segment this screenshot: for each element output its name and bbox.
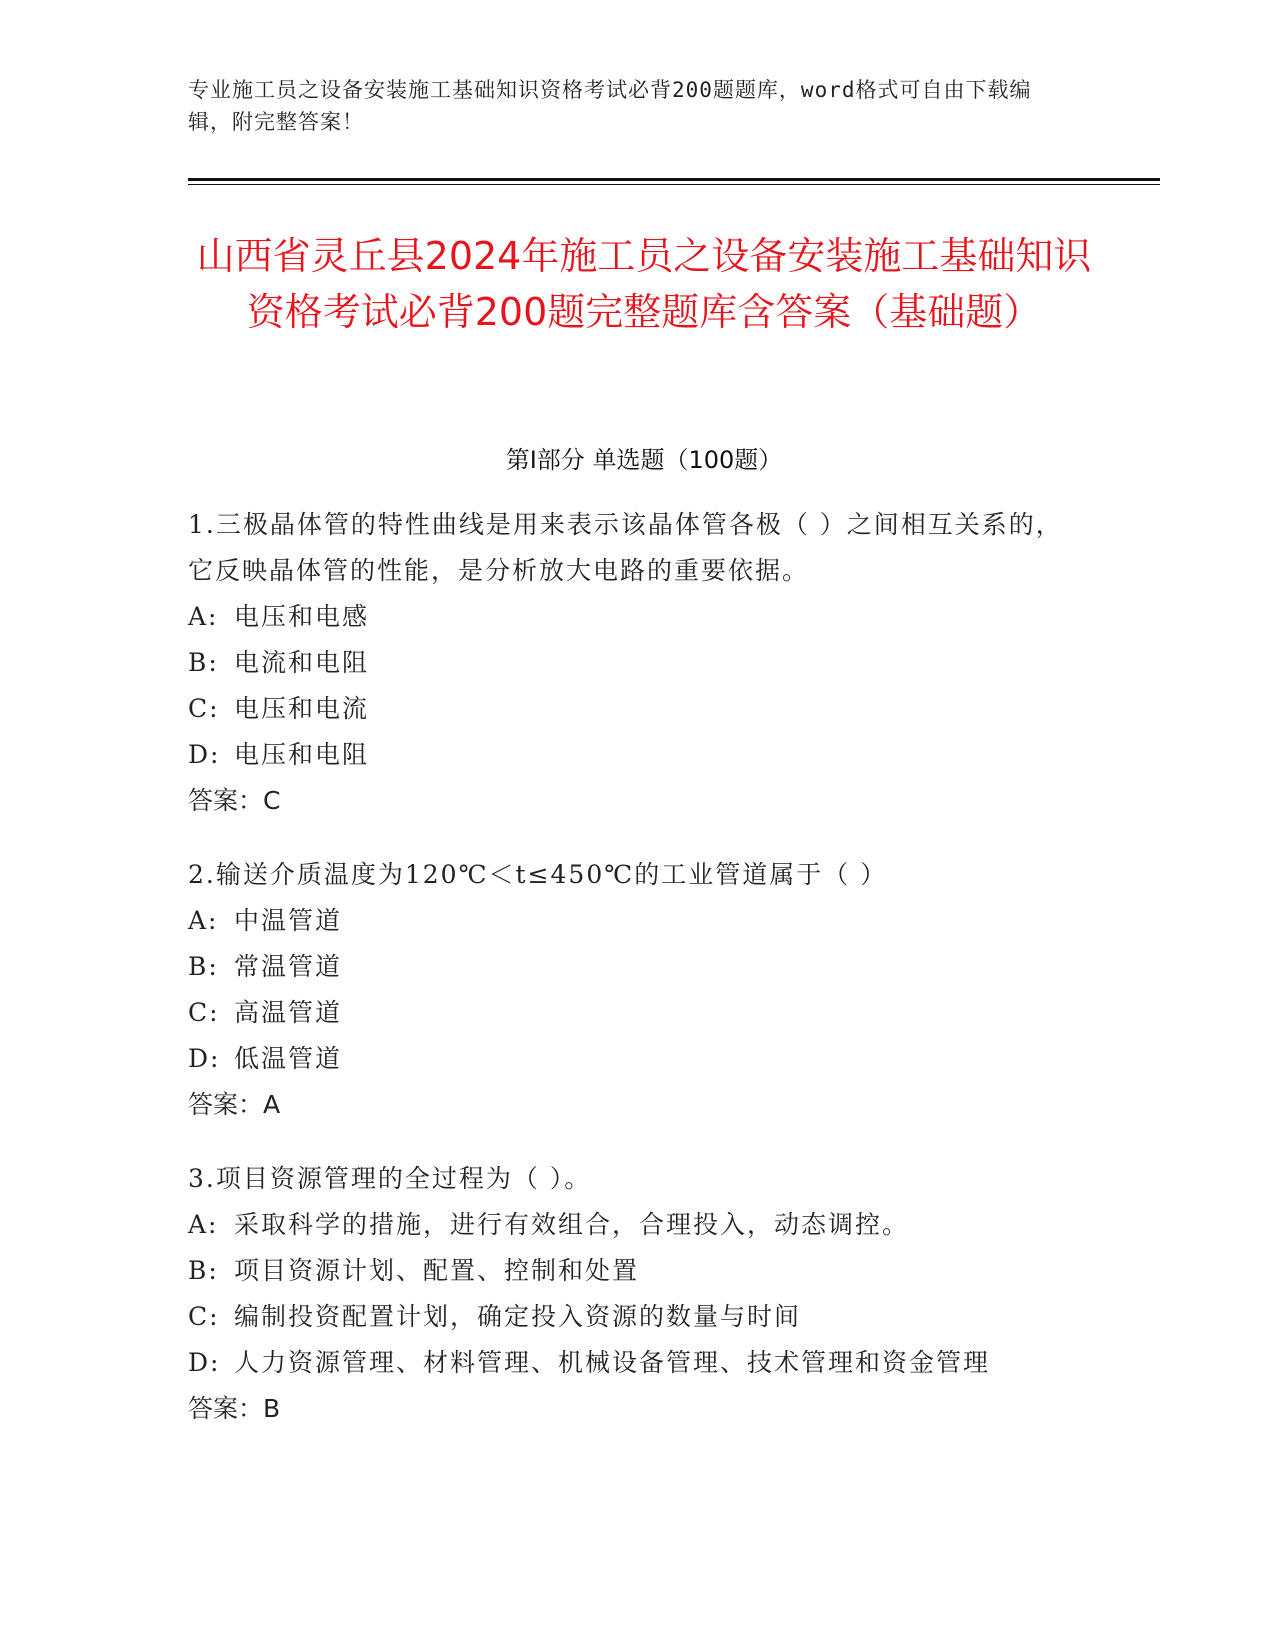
option-text: 低温管道 [234, 1044, 343, 1073]
option-c [188, 1294, 1088, 1340]
option-text: 电压和电流 [234, 694, 370, 723]
option-b [188, 944, 1088, 990]
option-key: B: [188, 648, 219, 677]
question-text: 2.输送介质温度为120℃＜t≤450℃的工业管道属于（ ） [188, 860, 888, 889]
option-text: 电压和电阻 [234, 740, 370, 769]
option-key: B: [188, 952, 219, 981]
question-text: 3.项目资源管理的全过程为（ ）。 [188, 1164, 592, 1193]
option-c [188, 990, 1088, 1036]
answer-line [188, 1082, 1088, 1128]
answer-label: 答案： [188, 1394, 264, 1423]
option-c [188, 686, 1088, 732]
option-text: 人力资源管理、材料管理、机械设备管理、技术管理和资金管理 [234, 1348, 991, 1377]
question-3 [188, 1156, 1088, 1432]
question-2 [188, 852, 1088, 1128]
option-d [188, 1340, 1088, 1386]
answer-value: C [263, 786, 281, 815]
option-text: 电流和电阻 [234, 648, 370, 677]
section-title: 第I部分 单选题（100题） [505, 446, 783, 474]
option-d [188, 732, 1088, 778]
document-title: 山西省灵丘县2024年施工员之设备安装施工基础知识资格考试必背200题完整题库含答案（基础题） [196, 234, 1092, 334]
answer-label: 答案： [188, 786, 264, 815]
answer-line [188, 778, 1088, 824]
option-text: 项目资源计划、配置、控制和处置 [234, 1256, 640, 1285]
option-a [188, 898, 1088, 944]
option-a [188, 1202, 1088, 1248]
answer-value: A [263, 1090, 281, 1119]
option-key: C: [188, 1302, 220, 1331]
option-key: A: [188, 1210, 219, 1239]
option-d [188, 1036, 1088, 1082]
header-divider-thin [188, 184, 1160, 185]
option-key: C: [188, 998, 220, 1027]
header-divider-thick [188, 178, 1160, 181]
option-b [188, 1248, 1088, 1294]
question-1 [188, 502, 1088, 824]
option-key: A: [188, 602, 219, 631]
option-text: 中温管道 [234, 906, 343, 935]
answer-value: B [263, 1394, 281, 1423]
answer-line [188, 1386, 1088, 1432]
option-key: D: [188, 1348, 221, 1377]
option-key: A: [188, 906, 219, 935]
option-a [188, 594, 1088, 640]
option-text: 电压和电感 [234, 602, 370, 631]
question-text: 1.三极晶体管的特性曲线是用来表示该晶体管各极（ ）之间相互关系的，它反映晶体管的性能，是分析放大电路的重要依据。 [188, 510, 1063, 585]
option-key: D: [188, 740, 221, 769]
option-key: C: [188, 694, 220, 723]
option-text: 高温管道 [234, 998, 343, 1027]
option-text: 采取科学的措施，进行有效组合，合理投入，动态调控。 [234, 1210, 910, 1239]
option-key: D: [188, 1044, 221, 1073]
option-text: 常温管道 [234, 952, 343, 981]
option-b [188, 640, 1088, 686]
header-note: 专业施工员之设备安装施工基础知识资格考试必背200题题库，word格式可自由下载编辑，附完整答案！ [188, 78, 1032, 134]
answer-label: 答案： [188, 1090, 264, 1119]
option-text: 编制投资配置计划，确定投入资源的数量与时间 [234, 1302, 802, 1331]
option-key: B: [188, 1256, 219, 1285]
